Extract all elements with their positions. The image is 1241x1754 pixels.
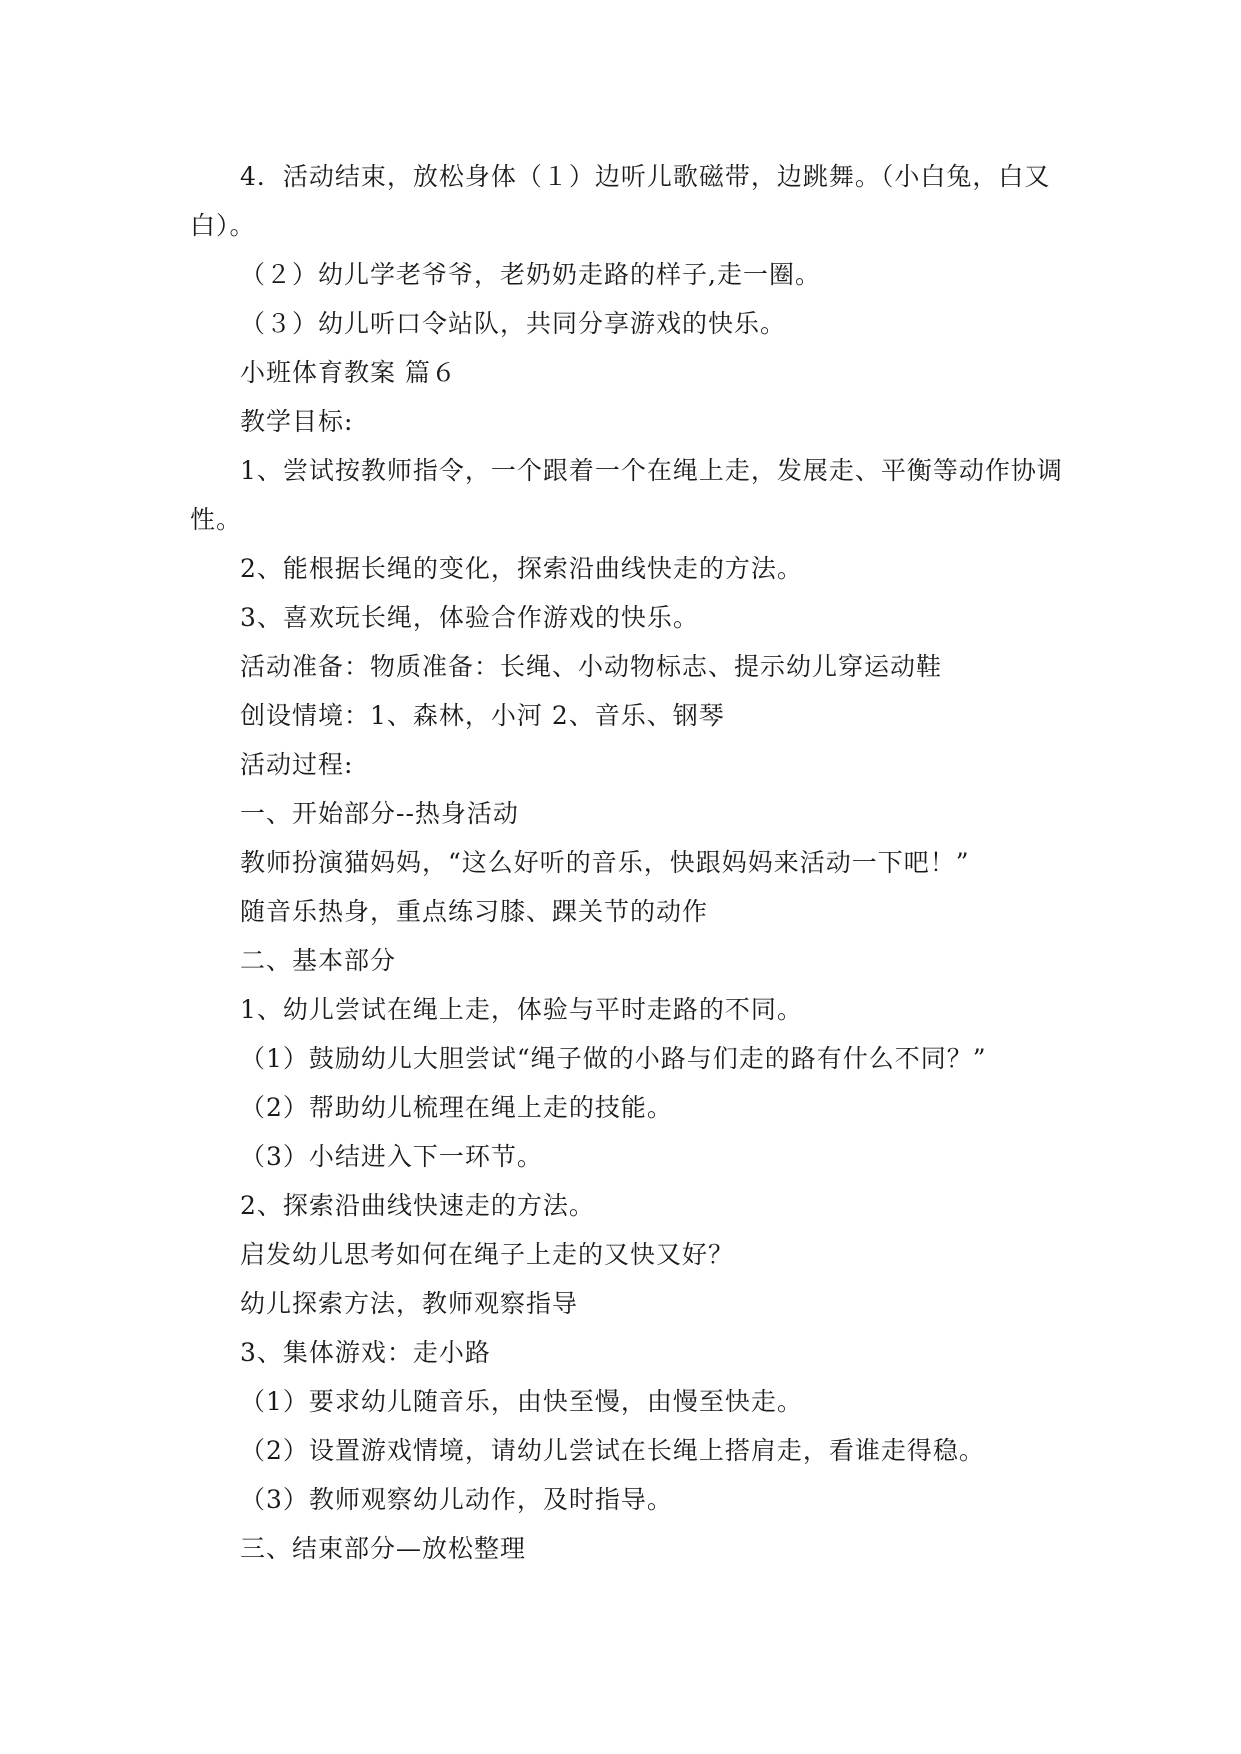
paragraph-line: （2）帮助幼儿梳理在绳上走的技能。	[240, 1093, 673, 1122]
paragraph-line: 二、基本部分	[240, 946, 397, 975]
paragraph-line: 一、开始部分--热身活动	[240, 799, 519, 828]
paragraph-line: 2、能根据长绳的变化，探索沿曲线快走的方法。	[240, 554, 803, 583]
paragraph-line: （２）幼儿学老爷爷，老奶奶走路的样子,走一圈。	[240, 260, 821, 289]
paragraph-line: （３）幼儿听口令站队，共同分享游戏的快乐。	[240, 309, 787, 338]
paragraph-line: 随音乐热身，重点练习膝、踝关节的动作	[240, 897, 709, 926]
paragraph-line: 1、尝试按教师指令，一个跟着一个在绳上走，发展走、平衡等动作协调	[240, 456, 1063, 485]
paragraph-line: 教学目标:	[240, 407, 354, 436]
paragraph-line: 1、幼儿尝试在绳上走，体验与平时走路的不同。	[240, 995, 803, 1024]
section-heading: 小班体育教案 篇６	[240, 358, 457, 387]
paragraph-line: （3）小结进入下一环节。	[240, 1142, 543, 1171]
paragraph-line: （2）设置游戏情境，请幼儿尝试在长绳上搭肩走，看谁走得稳。	[240, 1436, 985, 1465]
paragraph-line: 幼儿探索方法，教师观察指导	[240, 1289, 579, 1318]
paragraph-line: 三、结束部分—放松整理	[240, 1534, 527, 1563]
paragraph-line: 4．活动结束，放松身体（１）边听儿歌磁带，边跳舞。（小白兔，白又	[240, 162, 1051, 191]
paragraph-line: 白）。	[190, 211, 256, 240]
paragraph-line: （1）要求幼儿随音乐，由快至慢，由慢至快走。	[240, 1387, 803, 1416]
paragraph-line: 3、喜欢玩长绳，体验合作游戏的快乐。	[240, 603, 699, 632]
paragraph-line: 活动过程:	[240, 750, 354, 779]
paragraph-line: （3）教师观察幼儿动作，及时指导。	[240, 1485, 673, 1514]
paragraph-line: 3、集体游戏：走小路	[240, 1338, 491, 1367]
paragraph-line: 启发幼儿思考如何在绳子上走的又快又好？	[240, 1240, 735, 1269]
paragraph-line: 2、探索沿曲线快速走的方法。	[240, 1191, 595, 1220]
paragraph-line: 性。	[190, 505, 243, 534]
paragraph-line: 创设情境：1、森林，小河 2、音乐、钢琴	[240, 701, 725, 730]
paragraph-line: 教师扮演猫妈妈，“这么好听的音乐，快跟妈妈来活动一下吧！”	[240, 848, 970, 877]
paragraph-line: （1）鼓励幼儿大胆尝试“绳子做的小路与们走的路有什么不同？”	[240, 1044, 987, 1073]
paragraph-line: 活动准备：物质准备：长绳、小动物标志、提示幼儿穿运动鞋	[240, 652, 943, 681]
